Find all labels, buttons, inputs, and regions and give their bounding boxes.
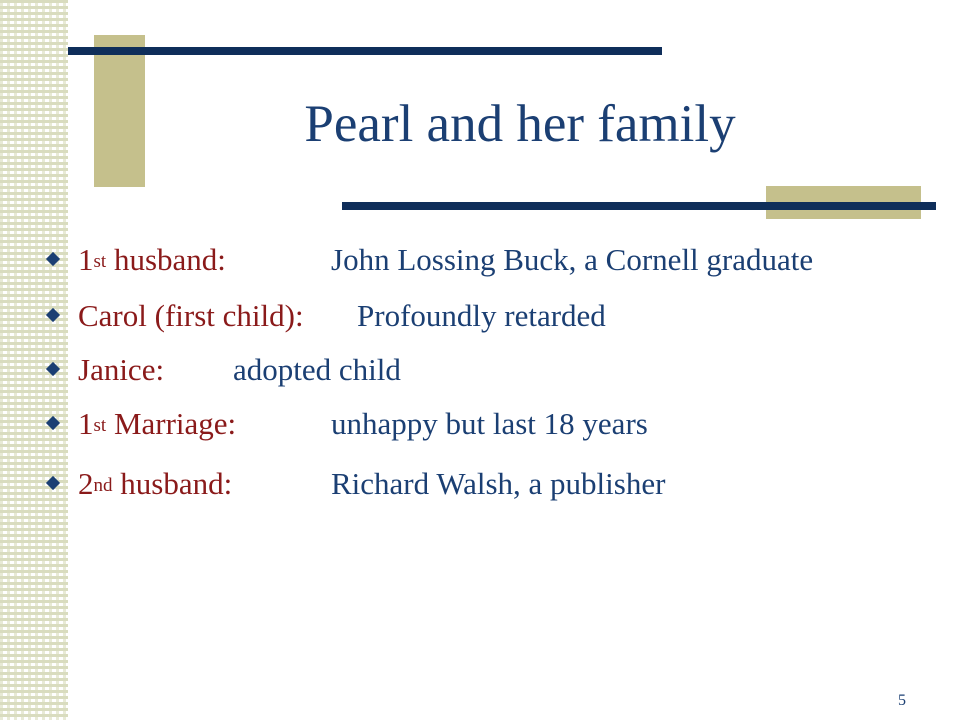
title-rule-bottom <box>342 202 936 210</box>
bullet-label: 2nd husband: <box>78 466 233 501</box>
bullet-label: 1st Marriage: <box>78 406 237 441</box>
bullet-label: Carol (first child): <box>78 298 304 333</box>
page-number: 5 <box>898 692 906 709</box>
accent-block-vertical <box>94 35 145 187</box>
bullet-label: Janice: <box>78 352 165 387</box>
title-rule-top <box>68 47 662 55</box>
bullet-value: unhappy but last 18 years <box>331 406 648 441</box>
bullet-value: adopted child <box>233 352 401 387</box>
slide-title: Pearl and her family <box>304 95 736 153</box>
bullet-value: Profoundly retarded <box>357 298 606 333</box>
bullet-value: John Lossing Buck, a Cornell graduate <box>331 242 814 277</box>
left-stripe-pattern <box>0 0 68 720</box>
bullet-label: 1st husband: <box>78 242 226 277</box>
bullet-value: Richard Walsh, a publisher <box>331 466 666 501</box>
